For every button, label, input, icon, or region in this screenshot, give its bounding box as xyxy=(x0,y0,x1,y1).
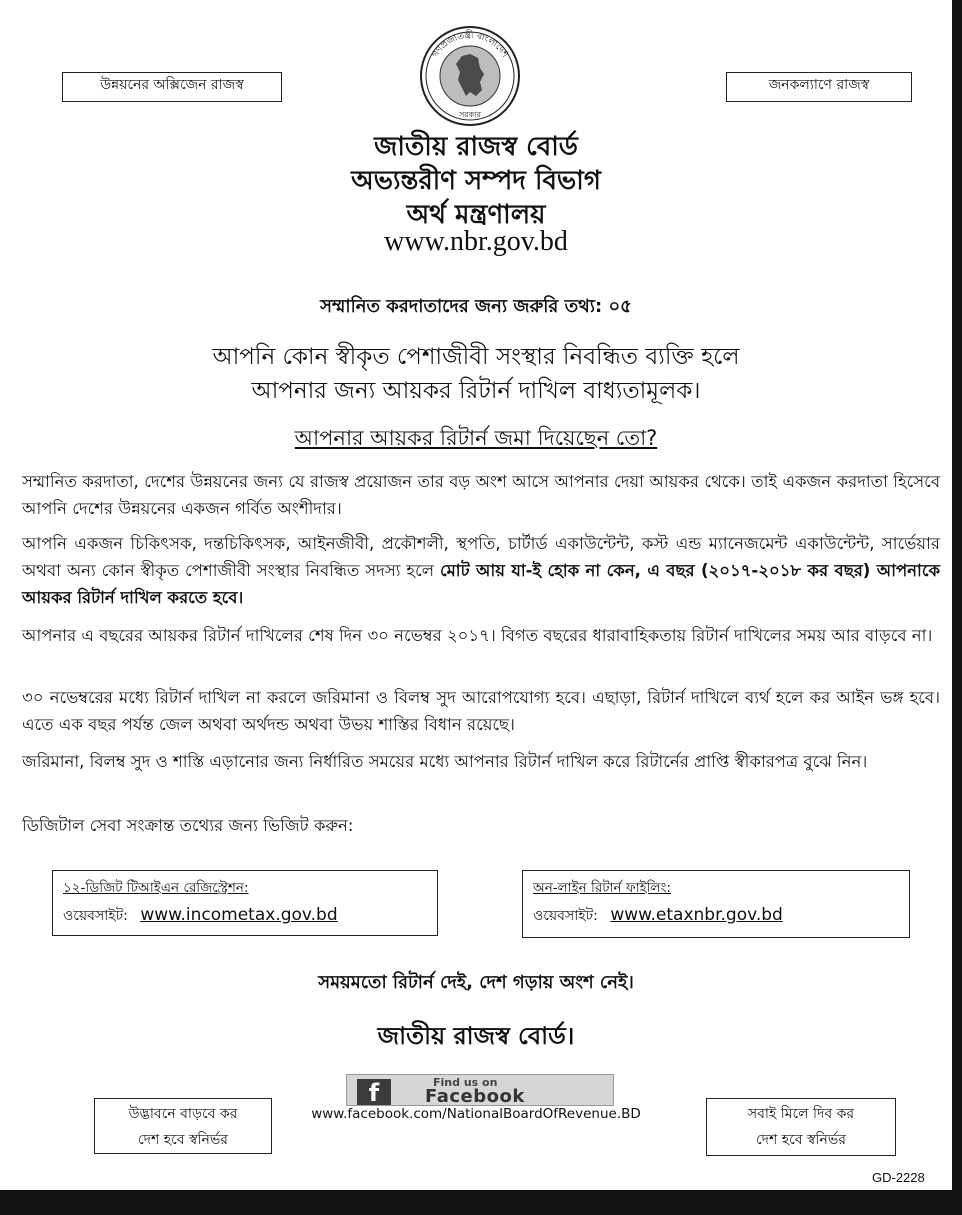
etax-website-label: ওয়েবসাইট: xyxy=(533,908,598,924)
footer-left-slogan-line1: উদ্ভাবনে বাড়বে কর xyxy=(128,1106,238,1122)
footer-tagline: সময়মতো রিটার্ন দেই, দেশ গড়ায় অংশ নেই। xyxy=(318,972,634,993)
footer-left-slogan-line2: দেশ হবে স্বনির্ভর xyxy=(137,1132,228,1148)
facebook-find-us-text: Find us on xyxy=(433,1076,498,1089)
footer-right-slogan-line2: দেশ হবে স্বনির্ভর xyxy=(755,1132,846,1148)
notice-headline-line2: আপনার জন্য আয়কর রিটার্ন দাখিল বাধ্যতামূলক। xyxy=(251,378,701,404)
facebook-f-icon: f xyxy=(357,1079,391,1105)
paragraph-2-normal: আপনি একজন চিকিৎসক, দন্তচিকিৎসক, আইনজীবী, প্রকৌশলী, স্থপতি, চার্টার্ড একাউন্টেন্ট, কস্ট এন্ড ম্যানেজমেন্ট একাউন্টেন্ট, সার্ভেয়ার অথবা অন্য কোন স্বীকৃত পেশাজীবী সংস্থার নিবন্ধিত সদস্য হলে xyxy=(22,534,940,580)
tin-registration-title: ১২-ডিজিট টিআইএন রেজিস্ট্রেশন: xyxy=(63,880,249,896)
footer-left-slogan-box xyxy=(94,1098,272,1154)
left-slogan-box xyxy=(62,72,282,102)
footer-right-slogan-box xyxy=(706,1098,896,1156)
seal-bottom-text: সরকার xyxy=(458,110,482,119)
question-text: আপনার আয়কর রিটার্ন জমা দিয়েছেন তো? xyxy=(294,426,658,450)
footer-signature: জাতীয় রাজস্ব বোর্ড। xyxy=(377,1022,575,1050)
tin-website-label: ওয়েবসাইট: xyxy=(63,908,128,924)
org-title-line3: অর্থ মন্ত্রণালয় xyxy=(406,200,546,230)
org-title-line1: জাতীয় রাজস্ব বোর্ড xyxy=(374,132,578,162)
document-code: GD-2228 xyxy=(872,1170,925,1185)
etax-website-link[interactable]: www.etaxnbr.gov.bd xyxy=(610,905,783,925)
seal-top-text: গণপ্রজাতন্ত্রী বাংলাদেশ xyxy=(430,30,510,60)
notice-subtitle: সম্মানিত করদাতাদের জন্য জরুরি তথ্য: ০৫ xyxy=(320,296,632,317)
online-return-title: অন-লাইন রিটার্ন ফাইলিং: xyxy=(533,880,671,896)
paragraph-2-bold: মোট আয় যা-ই হোক না কেন, এ বছর (২০১৭-২০১৮ কর বছর) আপনাকে আয়কর রিটার্ন দাখিল করতে হবে। xyxy=(22,561,940,607)
paragraph-3: আপনার এ বছরের আয়কর রিটার্ন দাখিলের শেষ দিন ৩০ নভেম্বর ২০১৭। বিগত বছরের ধারাবাহিকতায় রিটার্ন দাখিলের সময় আর বাড়বে না। xyxy=(22,626,933,645)
org-title-line2: অভ্যন্তরীণ সম্পদ বিভাগ xyxy=(351,166,601,196)
footer-right-slogan-line1: সবাই মিলে দিব কর xyxy=(747,1106,855,1122)
paragraph-1: সম্মানিত করদাতা, দেশের উন্নয়নের জন্য যে রাজস্ব প্রয়োজন তার বড় অংশ আসে আপনার দেয়া আয়কর থেকে। তাই একজন করদাতা হিসেবে আপনি দেশের উন্নয়নের একজন গর্বিত অংশীদার। xyxy=(22,472,940,518)
right-slogan-text: জনকল্যাণে রাজস্ব xyxy=(768,77,870,93)
notice-question xyxy=(0,422,952,457)
notice-headline-line1: আপনি কোন স্বীকৃত পেশাজীবী সংস্থার নিবন্ধিত ব্যক্তি হলে xyxy=(212,344,740,370)
paragraph-6: ডিজিটাল সেবা সংক্রান্ত তথ্যের জন্য ভিজিট করুন: xyxy=(22,816,354,835)
tin-website-link[interactable]: www.incometax.gov.bd xyxy=(140,905,338,925)
paragraph-5: জরিমানা, বিলম্ব সুদ ও শাস্তি এড়ানোর জন্য নির্ধারিত সময়ের মধ্যে আপনার রিটার্ন দাখিল করে রিটার্নের প্রাপ্তি স্বীকারপত্র বুঝে নিন। xyxy=(22,752,868,771)
facebook-badge[interactable] xyxy=(346,1074,614,1106)
paragraph-2 xyxy=(22,530,940,611)
facebook-wordmark: Facebook xyxy=(425,1086,525,1107)
right-border-bar xyxy=(952,0,962,1215)
left-slogan-text: উন্নয়নের অক্সিজেন রাজস্ব xyxy=(100,77,244,93)
tin-registration-box xyxy=(52,870,438,936)
government-seal-logo xyxy=(418,24,522,128)
bottom-border-bar xyxy=(0,1190,962,1215)
nbr-website[interactable]: www.nbr.gov.bd xyxy=(384,226,568,257)
right-slogan-box xyxy=(726,72,912,102)
facebook-url[interactable]: www.facebook.com/NationalBoardOfRevenue.BD xyxy=(311,1106,641,1122)
online-return-box xyxy=(522,870,910,938)
paragraph-4: ৩০ নভেম্বরের মধ্যে রিটার্ন দাখিল না করলে জরিমানা ও বিলম্ব সুদ আরোপযোগ্য হবে। এছাড়া, রিটার্ন দাখিলে ব্যর্থ হলে কর আইন ভঙ্গ হবে। এতে এক বছর পর্যন্ত জেল অথবা অর্থদন্ড অথবা উভয় শাস্তির বিধান রয়েছে। xyxy=(22,688,940,734)
